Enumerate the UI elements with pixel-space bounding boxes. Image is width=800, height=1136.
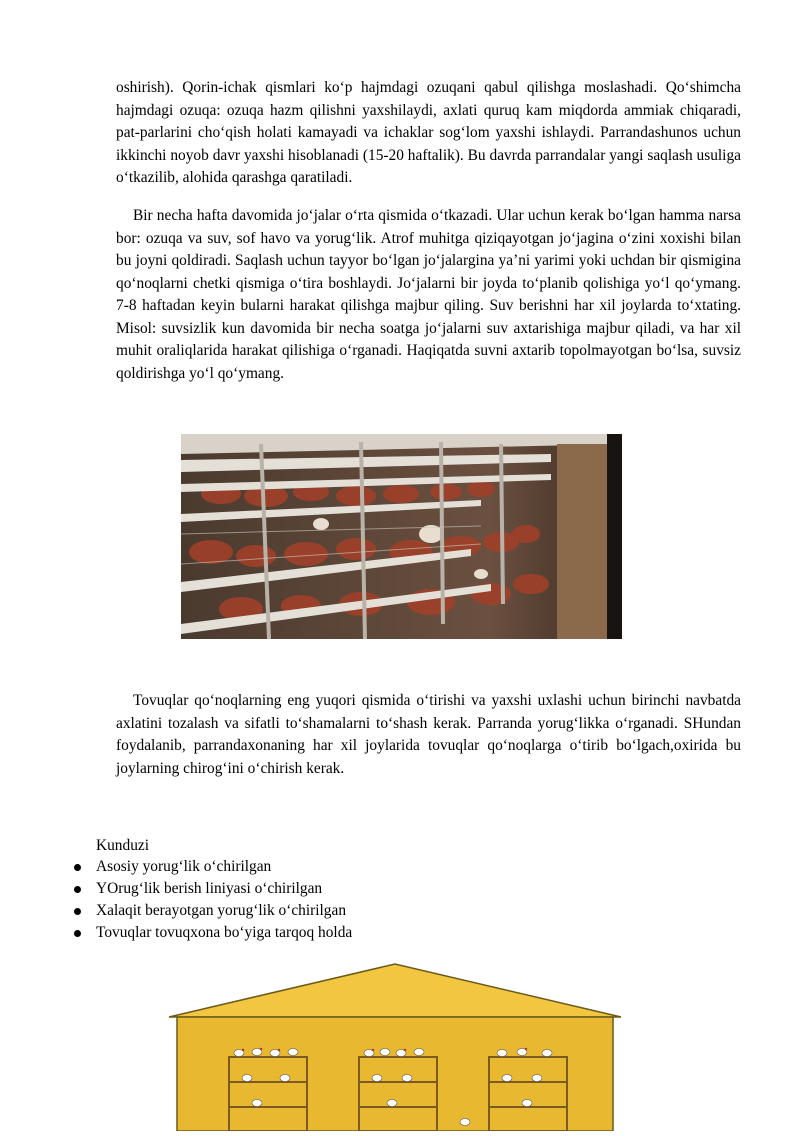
roof (169, 964, 621, 1017)
list-item (74, 878, 352, 900)
poultry-cage-illustration (181, 434, 622, 639)
list-heading: Kunduzi (96, 837, 150, 854)
bullet-list (74, 856, 352, 944)
list-item (74, 922, 352, 944)
bullet-icon (74, 864, 81, 871)
wall (177, 1017, 613, 1131)
bullet-icon (74, 930, 81, 937)
list-item-text: Asosiy yorug‘lik o‘chirilgan (96, 858, 272, 875)
list-item-text: Xalaqit berayotgan yorug‘lik o‘chirilgan (96, 902, 347, 919)
bullet-icon (74, 886, 81, 893)
paragraph-2: Bir necha hafta davomida jo‘jalar o‘rta qismida o‘tkazadi. Ular uchun kerak bo‘lgan hamma narsa bor: ozuqa va suv, sof havo va yorug‘lik. Atrof muhitga qiziqayotgan jo‘jagina o‘zini xoxishi bilan bu joyni qoldiradi. Saqlash uchun tayyor bo‘lgan jo‘jalargina ya’ni yarimi yoki uchdan bir qismigina qo‘noqlarni chetki qismiga o‘tira boshlaydi. Jo‘jalarni bir joyda to‘planib qolishiga yo‘l qo‘ymang. 7-8 haftadan keyin bularni harakat qilishga majbur qiling. Suv berishni har xil joylarda to‘xtating. Misol: suvsizlik kun davomida bir necha soatga jo‘jalarni suv axtarishiga majbur qiladi, va har xil muhit oraliqlarida harakat qilishiga o‘rganadi. Haqiqatda suvni axtarib topolmayotgan bo‘lsa, suvsiz qoldirishga yo‘l qo‘ymang. (116, 207, 741, 382)
paragraph-1: oshirish). Qorin-ichak qismlari ko‘p hajmdagi ozuqani qabul qilishga moslashadi. Qo‘shimcha hajmdagi ozuqa: ozuqa hazm qilishni yaxshilaydi, axlati quruq kam miqdorda ammiak chiqaradi, pat-parlarini cho‘qish holati kamayadi va ichaklar sog‘lom yaxshi ishlaydi. Parrandashunos uchun ikkinchi noyob davr yaxshi hisoblanadi (15-20 haftalik). Bu davrda parrandalar yangi saqlash usuliga o‘tkazilib, alohida qarashga qaratiladi. (116, 79, 741, 186)
list-item (74, 900, 352, 922)
bullet-icon (74, 908, 81, 915)
list-item-text: Tovuqlar tovuqxona bo‘yiga tarqoq holda (96, 924, 353, 941)
list-item-text: YOrug‘lik berish liniyasi o‘chirilgan (96, 880, 323, 897)
poultry-cage-photo (181, 434, 622, 639)
henhouse-diagram (167, 962, 623, 1131)
paragraph-3: Tovuqlar qo‘noqlarning eng yuqori qismida o‘tirishi va yaxshi uxlashi uchun birinchi navbatda axlatini tozalash va sifatli to‘shamalarni to‘shash kerak. Parranda yorug‘likka o‘rganadi. SHundan foydalanib, parrandaxonaning har xil joylarida tovuqlar qo‘noqlarga o‘tirib bo‘lgach,oxirida bu joylarning chirog‘ini o‘chirish kerak. (116, 692, 741, 777)
list-item (74, 856, 352, 878)
henhouse-illustration (167, 962, 623, 1131)
